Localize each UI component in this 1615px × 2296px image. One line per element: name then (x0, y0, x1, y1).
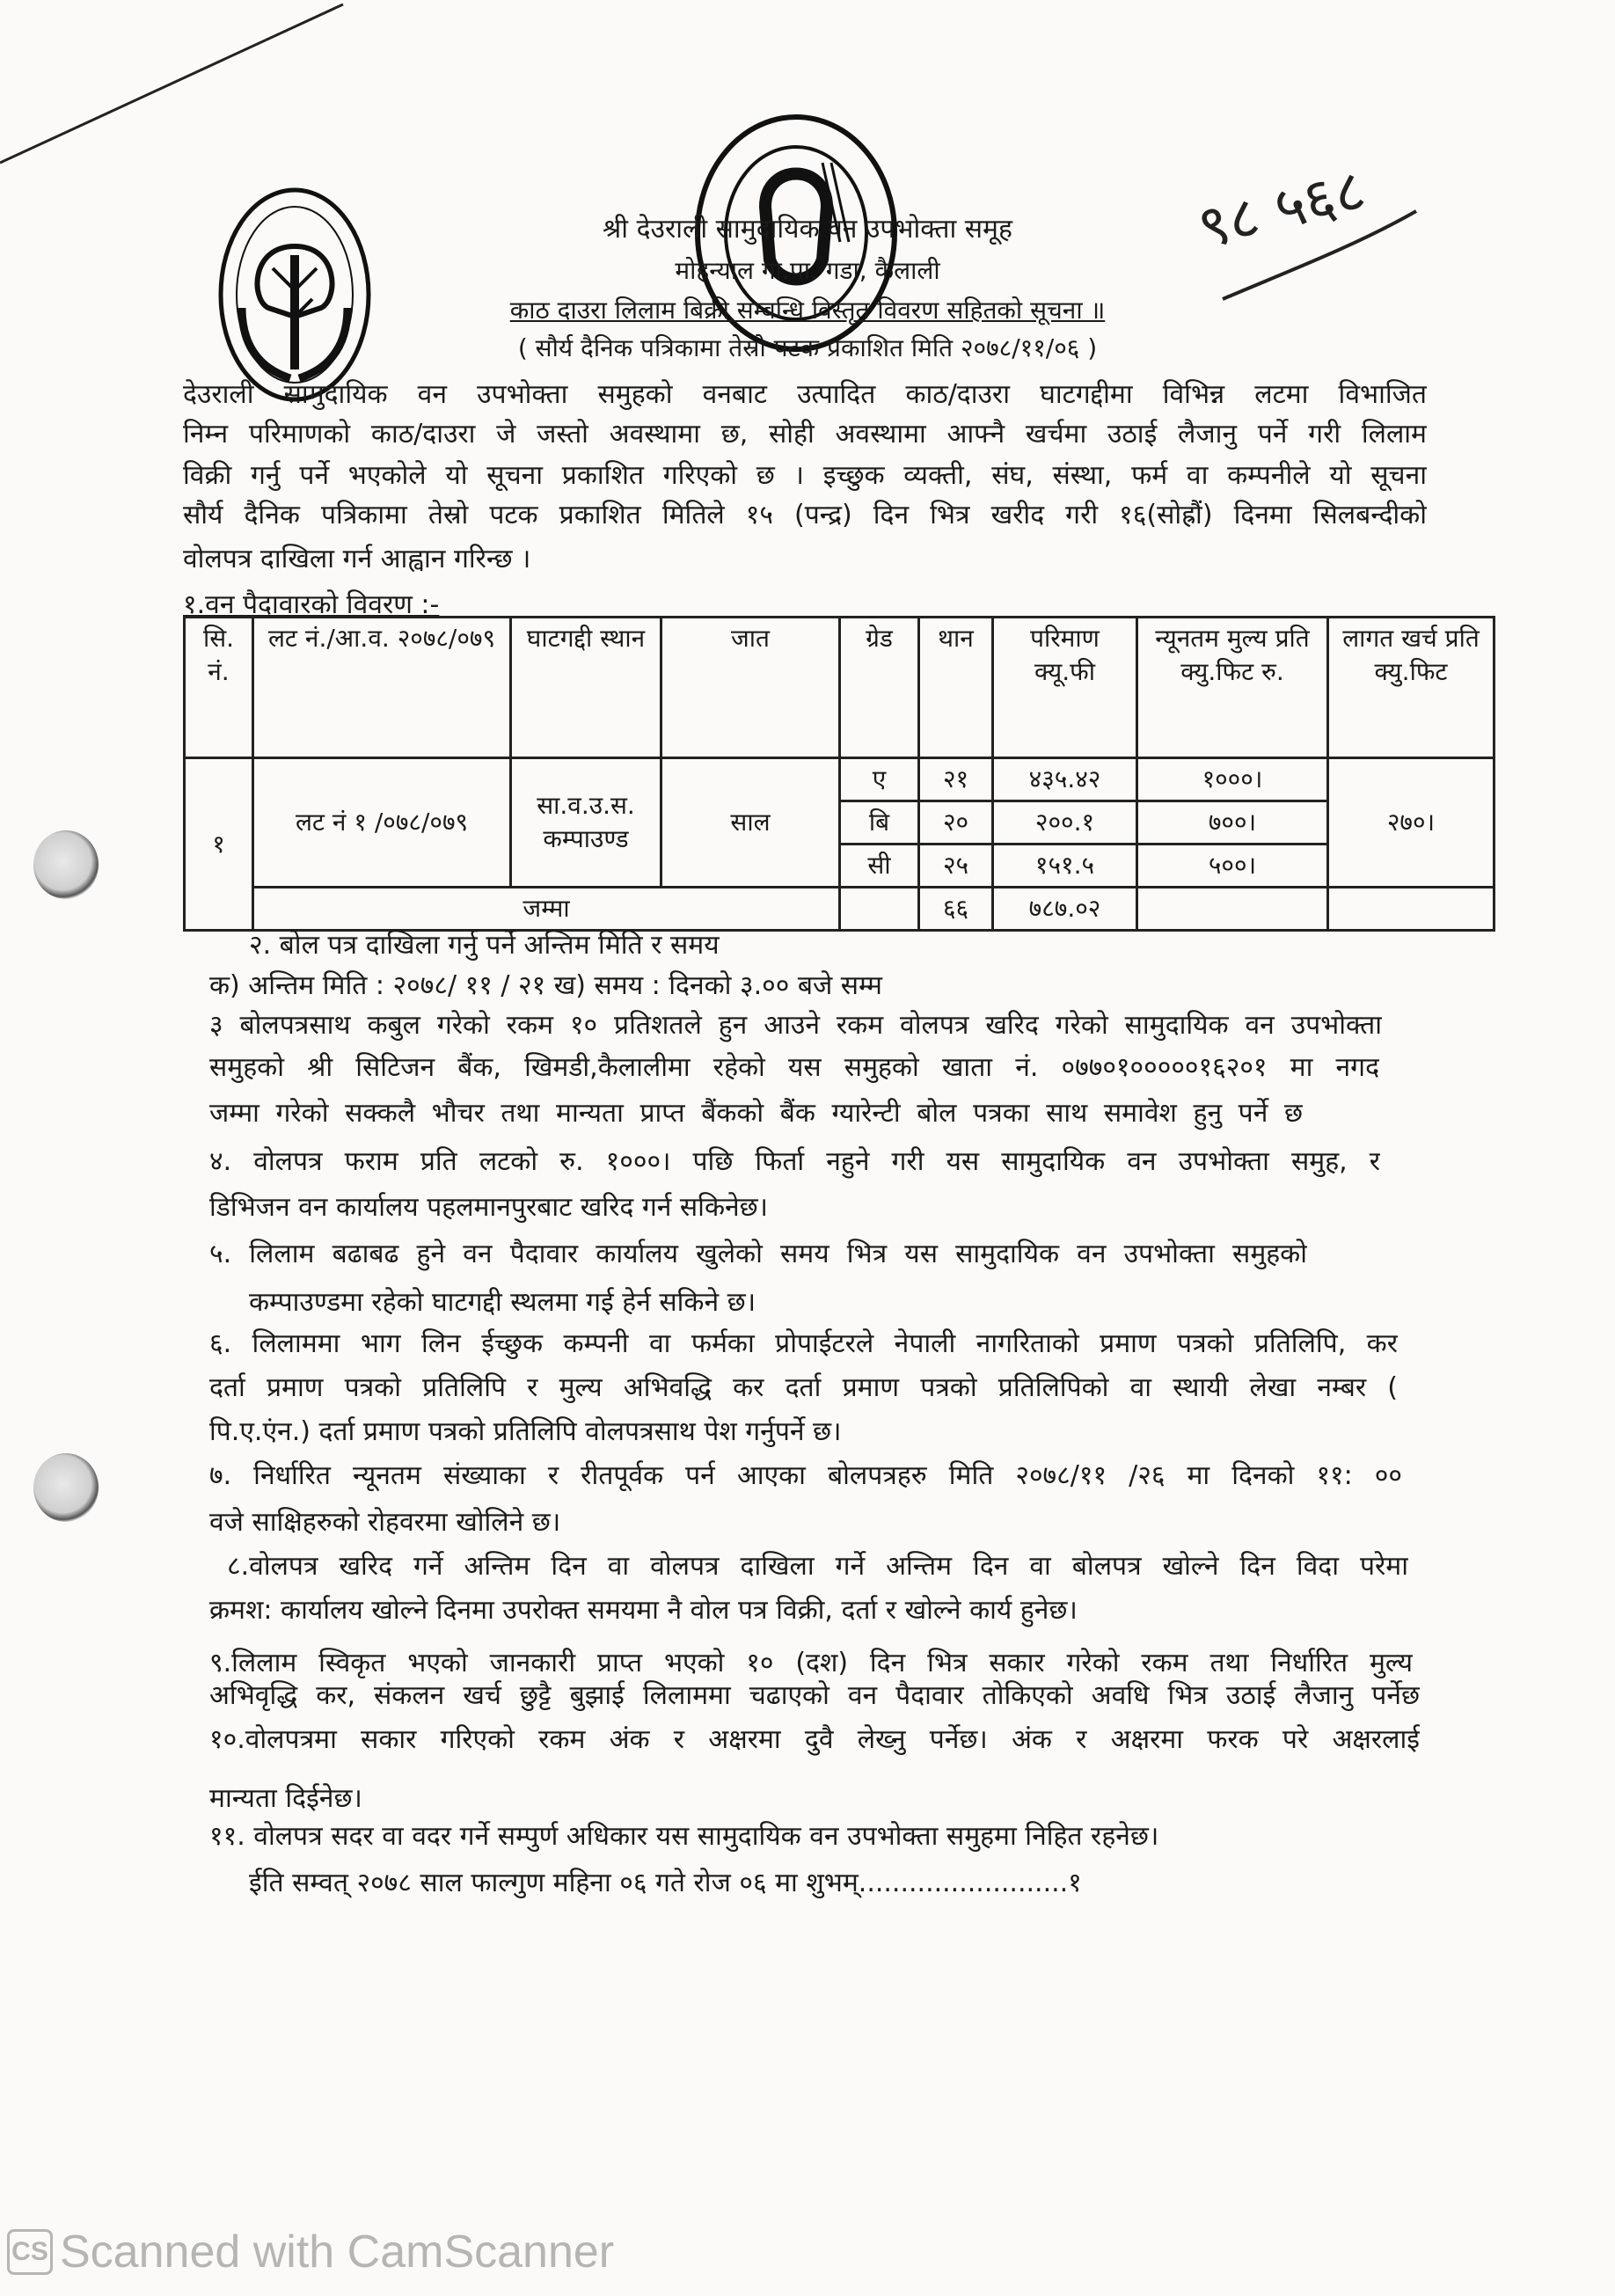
forest-product-table (183, 616, 1495, 932)
punch-hole-top (33, 830, 99, 899)
intro-line: वोलपत्र दाखिला गर्न आह्वान गरिन्छ । (183, 544, 531, 574)
header-cell: घाटगद्दी स्थान (511, 618, 661, 758)
section-title: १.वन पैदावारको विवरण :- (183, 589, 440, 620)
clause-line: पि.ए.एंन.) दर्ता प्रमाण पत्रको प्रतिलिपि वोलपत्रसाथ पेश गर्नुपर्ने छ। (209, 1416, 842, 1447)
clause-line: ८.वोलपत्र खरिद गर्ने अन्तिम दिन वा वोलपत्र दाखिला गर्ने अन्तिम दिन वा बोलपत्र खोल्ने दिन विदा परेमा (227, 1551, 1408, 1582)
org-address: मोहन्याल गा.पा. गडा, कैलाली (675, 256, 940, 285)
cell-min-price: ५००। (1137, 845, 1328, 888)
clause-line: २. बोल पत्र दाखिला गर्नु पर्ने अन्तिम मिति र समय (249, 930, 720, 961)
clause-line: समुहको श्री सिटिजन बैंक, खिमडी,कैलालीमा रहेको यस समुहको खाता नं. ०७७०१०००००१६२०१ मा नगद (209, 1052, 1379, 1083)
header-cell: जात (661, 618, 840, 758)
total-quantity: ७८७.०२ (993, 888, 1137, 931)
header-cell: सि. नं. (185, 618, 253, 758)
cell-grade: सी (840, 845, 919, 888)
intro-line: विक्री गर्नु पर्ने भएकोले यो सूचना प्रकाशित गरिएको छ । इच्छुक व्यक्ती, संघ, संस्था, फर्म वा कम्पनीले यो सूचना (183, 460, 1427, 491)
header-cell: थान (919, 618, 993, 758)
scan-edge-line (0, 0, 352, 176)
cell-species: साल (661, 758, 840, 888)
table-row (185, 758, 1494, 801)
total-cost-empty (1328, 888, 1494, 931)
cell-grade: बि (840, 801, 919, 845)
cell-thaan: २० (919, 801, 993, 845)
header-cell: ग्रेड (840, 618, 919, 758)
cell-min-price: १०००। (1137, 758, 1328, 801)
total-min-price-empty (1137, 888, 1328, 931)
header-cell: लट नं./आ.व. २०७८/०७९ (253, 618, 511, 758)
header-cell: न्यूनतम मुल्य प्रति क्यु.फिट रु. (1137, 618, 1328, 758)
clause-line: ३ बोलपत्रसाथ कबुल गरेको रकम १० प्रतिशतले हुन आउने रकम वोलपत्र खरिद गरेको सामुदायिक वन उपभोक्ता (209, 1010, 1382, 1041)
punch-hole-bottom (33, 1453, 99, 1522)
cell-quantity: २००.१ (993, 801, 1137, 845)
watermark-text: Scanned with CamScanner (60, 2227, 615, 2278)
clause-line: ६. लिलाममा भाग लिन ईच्छुक कम्पनी वा फर्मका प्रोपाईटरले नेपाली नागरिताको प्रमाण पत्रको प्रतिलिपि, कर (209, 1328, 1398, 1359)
cell-sn: १ (185, 758, 253, 931)
cell-thaan: २१ (919, 758, 993, 801)
clause-line: जम्मा गरेको सक्कलै भौचर तथा मान्यता प्राप्त बैंकको बैंक ग्यारेन्टी बोल पत्रका साथ समावेश हुनु पर्ने छ (209, 1098, 1303, 1129)
clause-line: ४. वोलपत्र फराम प्रति लटको रु. १०००। पछि फिर्ता नहुने गरी यस सामुदायिक वन उपभोक्ता समुह, र (209, 1146, 1380, 1177)
table-total-row (185, 888, 1494, 931)
intro-line: सौर्य दैनिक पत्रिकामा तेस्रो पटक प्रकाशित मितिले १५ (पन्द्र) दिन भित्र खरीद गरी १६(सोह्रौं) दिनमा सिलबन्दीको (183, 500, 1427, 530)
cell-quantity: १५१.५ (993, 845, 1137, 888)
cell-quantity: ४३५.४२ (993, 758, 1137, 801)
total-thaan: ६६ (919, 888, 993, 931)
header-cell: परिमाण क्यू.फी (993, 618, 1137, 758)
cell-thaan: २५ (919, 845, 993, 888)
total-label: जम्मा (253, 888, 840, 931)
table-header-row (185, 618, 1494, 758)
notice-title: काठ दाउरा लिलाम बिक्री सम्बन्धि विस्तृत विवरण सहितको सूचना ॥ (509, 296, 1106, 325)
clause-line: ५. लिलाम बढाबढ हुने वन पैदावार कार्यालय खुलेको समय भित्र यस सामुदायिक वन उपभोक्ता समुहको (209, 1239, 1307, 1269)
cell-min-price: ७००। (1137, 801, 1328, 845)
clause-line: दर्ता प्रमाण पत्रको प्रतिलिपि र मुल्य अभिवद्धि कर दर्ता प्रमाण पत्रको प्रतिलिपिको वा स्थायी लेखा नम्बर ( (209, 1372, 1398, 1403)
clause-line: डिभिजन वन कार्यालय पहलमानपुरबाट खरिद गर्न सकिनेछ। (209, 1192, 769, 1223)
clause-line: मान्यता दिईनेछ। (209, 1783, 362, 1814)
clause-line: ११. वोलपत्र सदर वा वदर गर्ने सम्पुर्ण अधिकार यस सामुदायिक वन उपभोक्ता समुहमा निहित रहनेछ। (209, 1821, 1159, 1852)
cell-grade: ए (840, 758, 919, 801)
cell-lot: लट नं १ /०७८/०७९ (253, 758, 511, 888)
clause-line: १०.वोलपत्रमा सकार गरिएको रकम अंक र अक्षरमा दुवै लेख्नु पर्नेछ। अंक र अक्षरमा फरक परे अक्षरलाई (209, 1724, 1420, 1755)
intro-line: देउराली सामुदायिक वन उपभोक्ता समुहको वनबाट उत्पादित काठ/दाउरा घाटगद्दीमा विभिन्न लटमा विभाजित (183, 379, 1427, 410)
header-cell: लागत खर्च प्रति क्यु.फिट (1328, 618, 1494, 758)
clause-line: वजे साक्षिहरुको रोहवरमा खोलिने छ। (209, 1507, 561, 1538)
camscanner-watermark (7, 2226, 614, 2278)
clause-line: क्रमश: कार्यालय खोल्ने दिनमा उपरोक्त समयमा नै वोल पत्र विक्री, दर्ता र खोल्ने कार्य हुनेछ। (209, 1595, 1078, 1626)
closing-line: ईति सम्वत् २०७८ साल फाल्गुण महिना ०६ गते रोज ०६ मा शुभम्.........................१ (249, 1868, 1082, 1898)
clause-line: ७. निर्धारित न्यूनतम संख्याका र रीतपूर्वक पर्न आएका बोलपत्रहरु मिति २०७८/११ /२६ मा दिनको ११: ०० (209, 1460, 1402, 1491)
cell-place: सा.व.उ.स. कम्पाउण्ड (511, 758, 661, 888)
cell-cost: २७०। (1328, 758, 1494, 888)
org-name: श्री देउराली सामुदायिक वन उपभोक्ता समूह (603, 214, 1012, 245)
clause-line: अभिवृद्धि कर, संकलन खर्च छुट्टै बुझाई लिलाममा चढाएको वन पैदावार तोकिएको अवधि भित्र उठाई लैजानु पर्नेछ (209, 1680, 1420, 1711)
total-grade-empty (840, 888, 919, 931)
intro-line: निम्न परिमाणको काठ/दाउरा जे जस्तो अवस्थामा छ, सोही अवस्थामा आफ्नै खर्चमा उठाई लैजानु पर्ने गरी लिलाम (183, 419, 1427, 450)
clause-line: क) अन्तिम मिति : २०७८/ ११ / २१ ख) समय : दिनको ३.०० बजे सम्म (209, 970, 882, 1001)
camscanner-logo-icon: CS (7, 2229, 53, 2275)
clause-line: ९.लिलाम स्विकृत भएको जानकारी प्राप्त भएको १० (दश) दिन भित्र सकार गरेको रकम तथा निर्धारित मुल्य (209, 1648, 1413, 1678)
clause-line: कम्पाउण्डमा रहेको घाटगद्दी स्थलमा गई हेर्न सकिने छ। (249, 1287, 756, 1318)
notice-subtitle: ( सौर्य दैनिक पत्रिकामा तेस्रो पटक प्रकाशित मिति २०७८/११/०६ ) (517, 333, 1098, 362)
handwritten-reference-number: ९८ ५६८ (1191, 155, 1372, 263)
